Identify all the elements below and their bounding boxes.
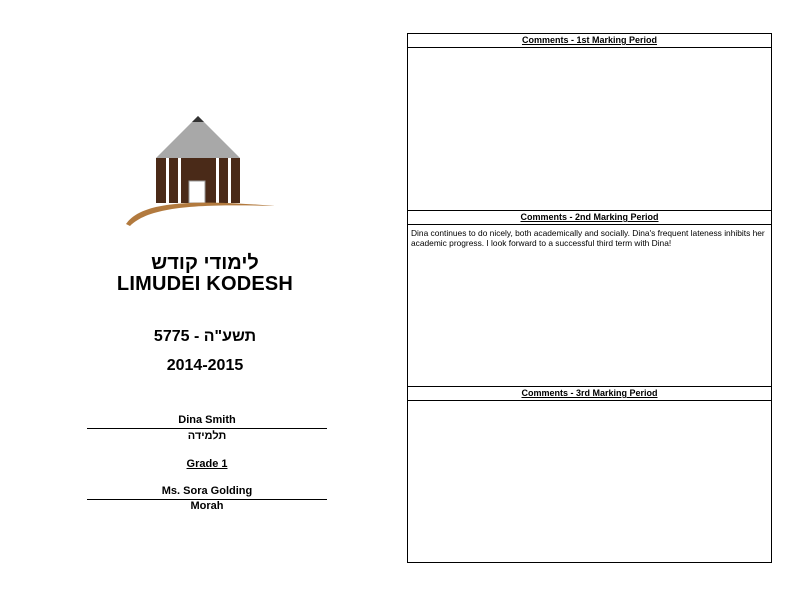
comments-section-3	[408, 386, 771, 563]
logo-door	[189, 181, 205, 203]
logo-roof-tip	[192, 116, 204, 122]
school-logo-house-icon	[120, 108, 280, 234]
student-name: Dina Smith	[87, 414, 327, 429]
student-role-label: תלמידה	[187, 430, 227, 442]
comments-panel	[407, 33, 772, 563]
comments-header-1: Comments - 1st Marking Period	[408, 34, 771, 48]
logo-ground-swoosh	[126, 203, 275, 226]
comments-header-3: Comments - 3rd Marking Period	[408, 387, 771, 401]
teacher-name: Ms. Sora Golding	[87, 485, 327, 500]
teacher-role-label: Morah	[190, 500, 224, 512]
comments-section-2	[408, 210, 771, 387]
grade-label: Grade 1	[186, 458, 228, 470]
year-gregorian: 2014-2015	[166, 357, 244, 374]
comments-section-1	[408, 34, 771, 210]
year-hebrew: תשע"ה - 5775	[153, 328, 257, 345]
comments-text-3	[408, 401, 771, 404]
comments-text-2: Dina continues to do nicely, both academically and socially. Dina's frequent lateness inhibits her academic progress. I look forward to a successful third term with Dina!	[411, 228, 765, 248]
comments-text-1	[408, 48, 771, 51]
comments-header-2: Comments - 2nd Marking Period	[408, 211, 771, 225]
title-hebrew: לימודי קודש	[151, 252, 259, 274]
logo-roof	[156, 116, 240, 158]
title-english: LIMUDEI KODESH	[116, 273, 294, 295]
